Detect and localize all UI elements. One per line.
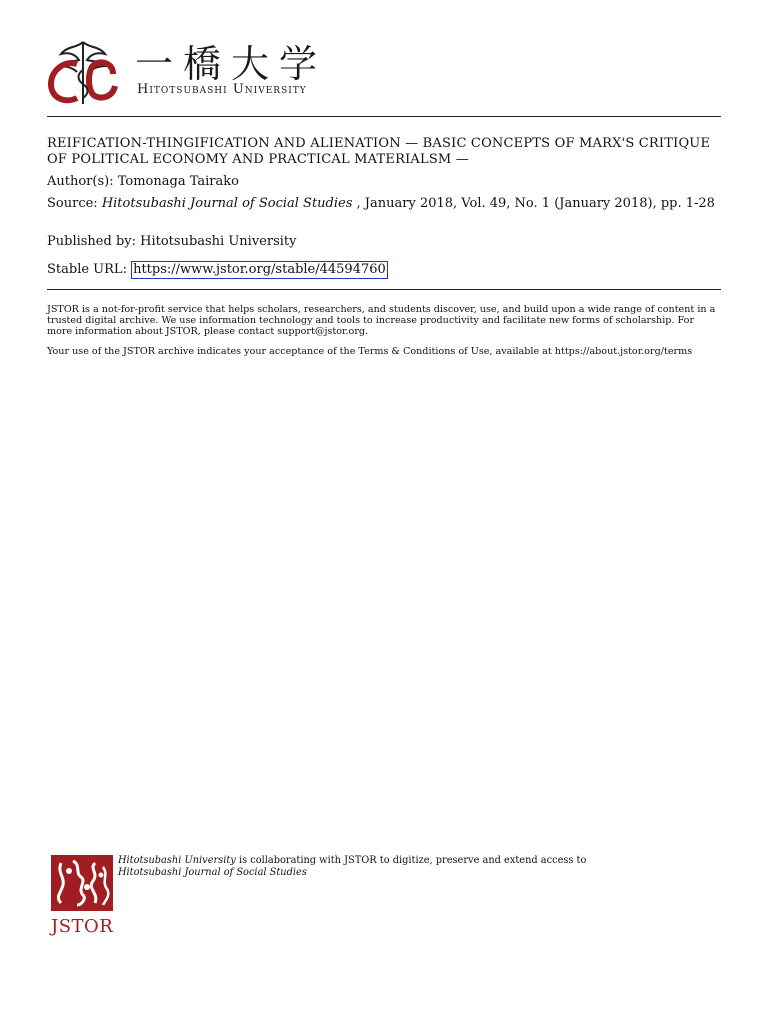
article-author: Author(s): Tomonaga Tairako: [47, 174, 239, 189]
source-prefix: Source:: [47, 196, 102, 211]
jstor-notice-paragraph: JSTOR is a not-for-profit service that helps scholars, researchers, and students discover, use, and build upon a wide range of content in a trusted digital archive. We use information technology and tools to increase productivity and facilitate new forms of scholarship. For more information about JSTOR, please contact support@jstor.org.: [47, 304, 716, 337]
article-publisher: Published by: Hitotsubashi University: [47, 234, 297, 249]
jstor-wordmark: JSTOR: [51, 916, 114, 937]
collab-journal: Hitotsubashi Journal of Social Studies: [118, 867, 307, 878]
collab-sentence: is collaborating with JSTOR to digitize, preserve and extend access to: [235, 855, 587, 866]
footer: [47, 852, 727, 942]
middle-divider: [47, 289, 721, 290]
source-journal: Hitotsubashi Journal of Social Studies: [101, 196, 353, 211]
article-source: [47, 196, 717, 212]
hitotsubashi-logo-icon: [47, 40, 119, 106]
jstor-logo-icon: [51, 855, 113, 911]
header: [47, 40, 727, 110]
collab-org: Hitotsubashi University: [118, 855, 236, 866]
collaboration-text: [118, 855, 718, 879]
stable-url-prefix: Stable URL:: [47, 262, 132, 277]
stable-url-line: [47, 261, 717, 279]
stable-url-link[interactable]: https://www.jstor.org/stable/44594760: [133, 262, 386, 277]
university-name-english: Hitotsubashi University: [137, 82, 307, 97]
university-name-kanji: 一橋大学: [135, 42, 328, 86]
top-divider: [47, 116, 721, 117]
terms-notice-paragraph: Your use of the JSTOR archive indicates your acceptance of the Terms & Conditions of Use, available at https://about.jstor.org/terms: [47, 346, 693, 357]
article-title: REIFICATION-THINGIFICATION AND ALIENATION — BASIC CONCEPTS OF MARX'S CRITIQUE OF POLITICAL ECONOMY AND PRACTICAL MATERIALSM —: [47, 136, 711, 167]
source-details: , January 2018, Vol. 49, No. 1 (January 2018), pp. 1-28: [352, 196, 715, 211]
